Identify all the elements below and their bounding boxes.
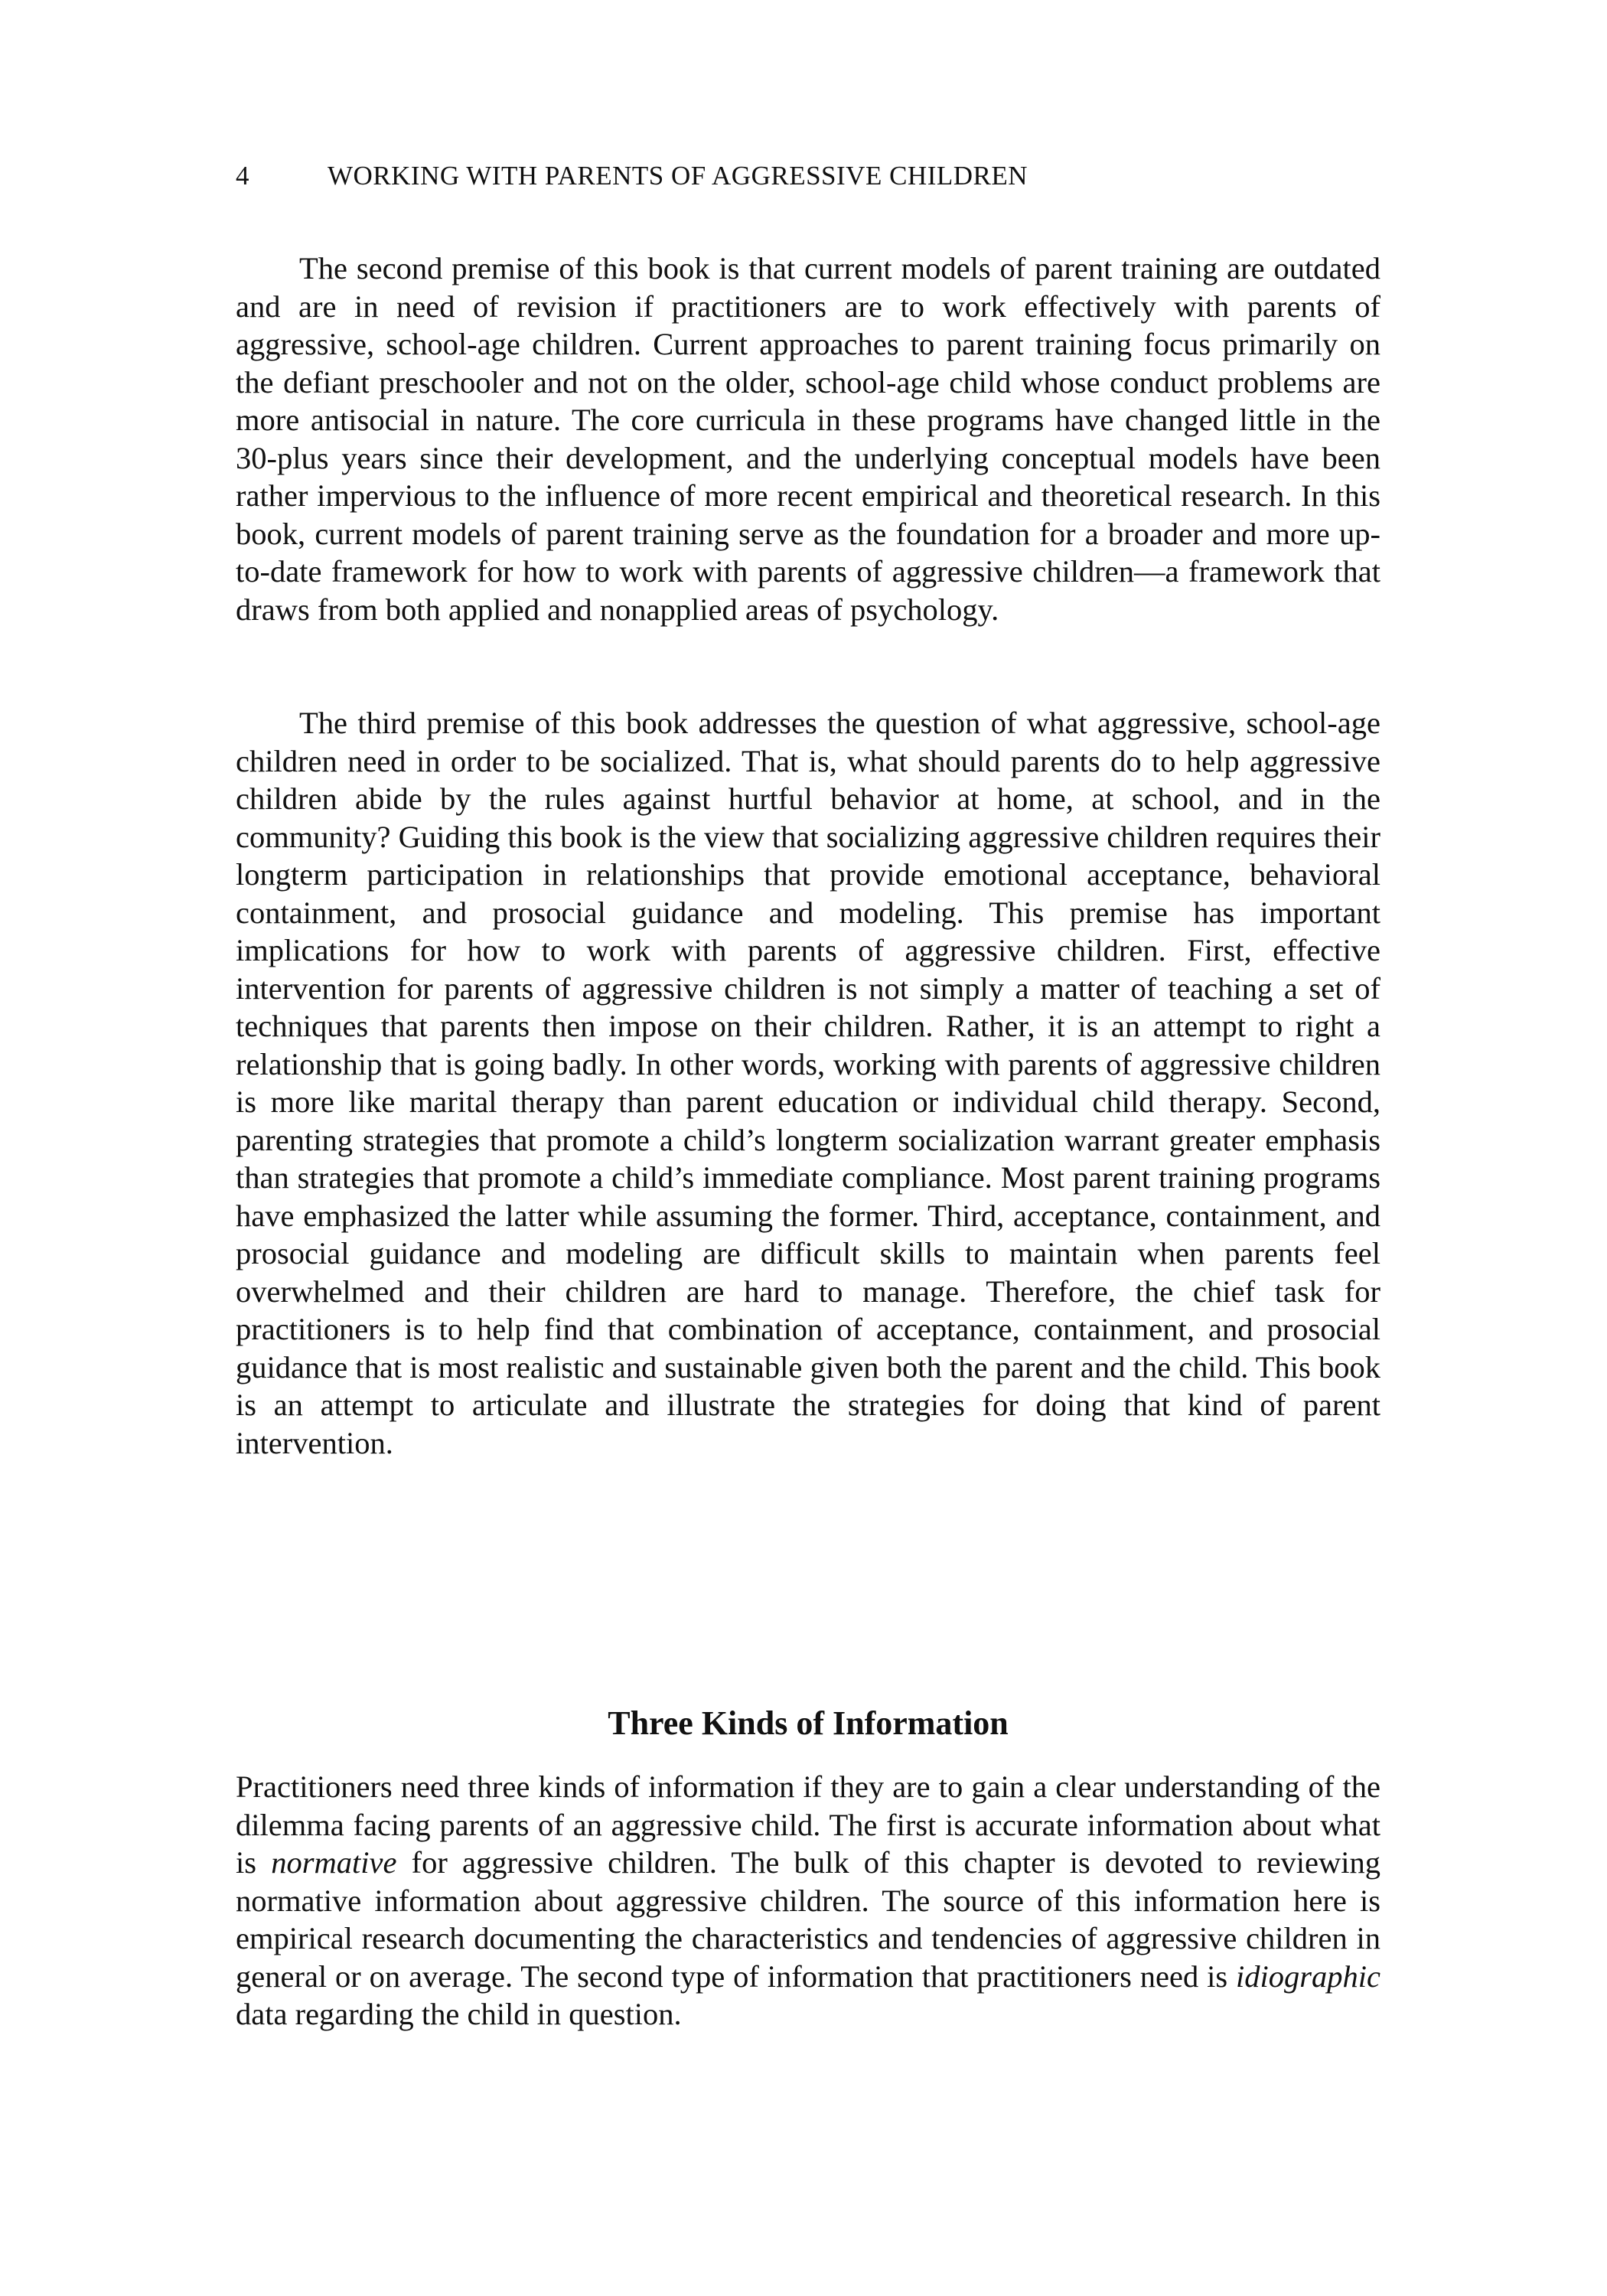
section-heading: Three Kinds of Information xyxy=(608,1704,1009,1742)
paragraph-second-premise: The second premise of this book is that current models of parent training are outdated and are in need of revision if practitioners are to work effectively with parents of aggressive, school-age children. Current approaches to parent training focus primarily on the defiant preschooler and not on the older, school-age child whose conduct problems are more antisocial in nature. The core curricula in these programs have changed little in the 30-plus years since their development, and the underlying conceptual models have been rather impervious to the influence of more recent empirical and theoretical research. In this book, current models of parent training serve as the foundation for a broader and more up-to-date framework for how to work with parents of aggressive children—a framework that draws from both applied and nonapplied areas of psychology. xyxy=(236,251,1380,627)
paragraph-text: Practitioners need three kinds of information if they are to gain a clear understanding of the dilemma facing parents of an aggressive child. The first is accurate information about what is xyxy=(236,1769,1380,1880)
paragraph-text: for aggressive children. The bulk of this chapter is devoted to reviewing normative information about aggressive children. The source of this information here is empirical research documenting the characteristics and tendencies of aggressive children in general or on average. The second type of information that practitioners need is xyxy=(236,1845,1380,1994)
emphasis-normative: normative xyxy=(271,1845,397,1880)
page-number: 4 xyxy=(236,161,249,191)
body-text-upper xyxy=(236,249,1380,628)
running-head-title: WORKING WITH PARENTS OF AGGRESSIVE CHILDREN xyxy=(328,161,1028,191)
body-text-middle xyxy=(236,704,1380,1462)
emphasis-idiographic: idiographic xyxy=(1236,1958,1380,1994)
paragraph-three-kinds xyxy=(236,1768,1380,2033)
running-head xyxy=(236,159,1384,193)
paragraph-text: data regarding the child in question. xyxy=(236,1997,682,2031)
paragraph-third-premise: The third premise of this book addresses the question of what aggressive, school-age children need in order to be socialized. That is, what should parents do to help aggressive children abide by the rules against hurtful behavior at home, at school, and in the community? Guiding this book is the view that socializing aggressive children requires their longterm participation in relationships that provide emotional acceptance, behavioral containment, and prosocial guidance and modeling. This premise has important implications for how to work with parents of aggressive children. First, effective intervention for parents of aggressive children is not simply a matter of teaching a set of techniques that parents then impose on their children. Rather, it is an attempt to right a relationship that is going badly. In other words, working with parents of aggressive children is more like marital therapy than parent education or individual child therapy. Second, parenting strategies that promote a child’s longterm socialization warrant greater emphasis than strategies that promote a child’s immediate compliance. Most parent training programs have emphasized the latter while assuming the former. Third, acceptance, containment, and prosocial guidance and modeling are difficult skills to maintain when parents feel overwhelmed and their children are hard to manage. Therefore, the chief task for practitioners is to help find that combination of acceptance, containment, and prosocial guidance that is most realistic and sustainable given both the parent and the child. This book is an attempt to articulate and illustrate the strategies for doing that kind of parent intervention. xyxy=(236,706,1380,1460)
body-text-lower xyxy=(236,1768,1380,2033)
